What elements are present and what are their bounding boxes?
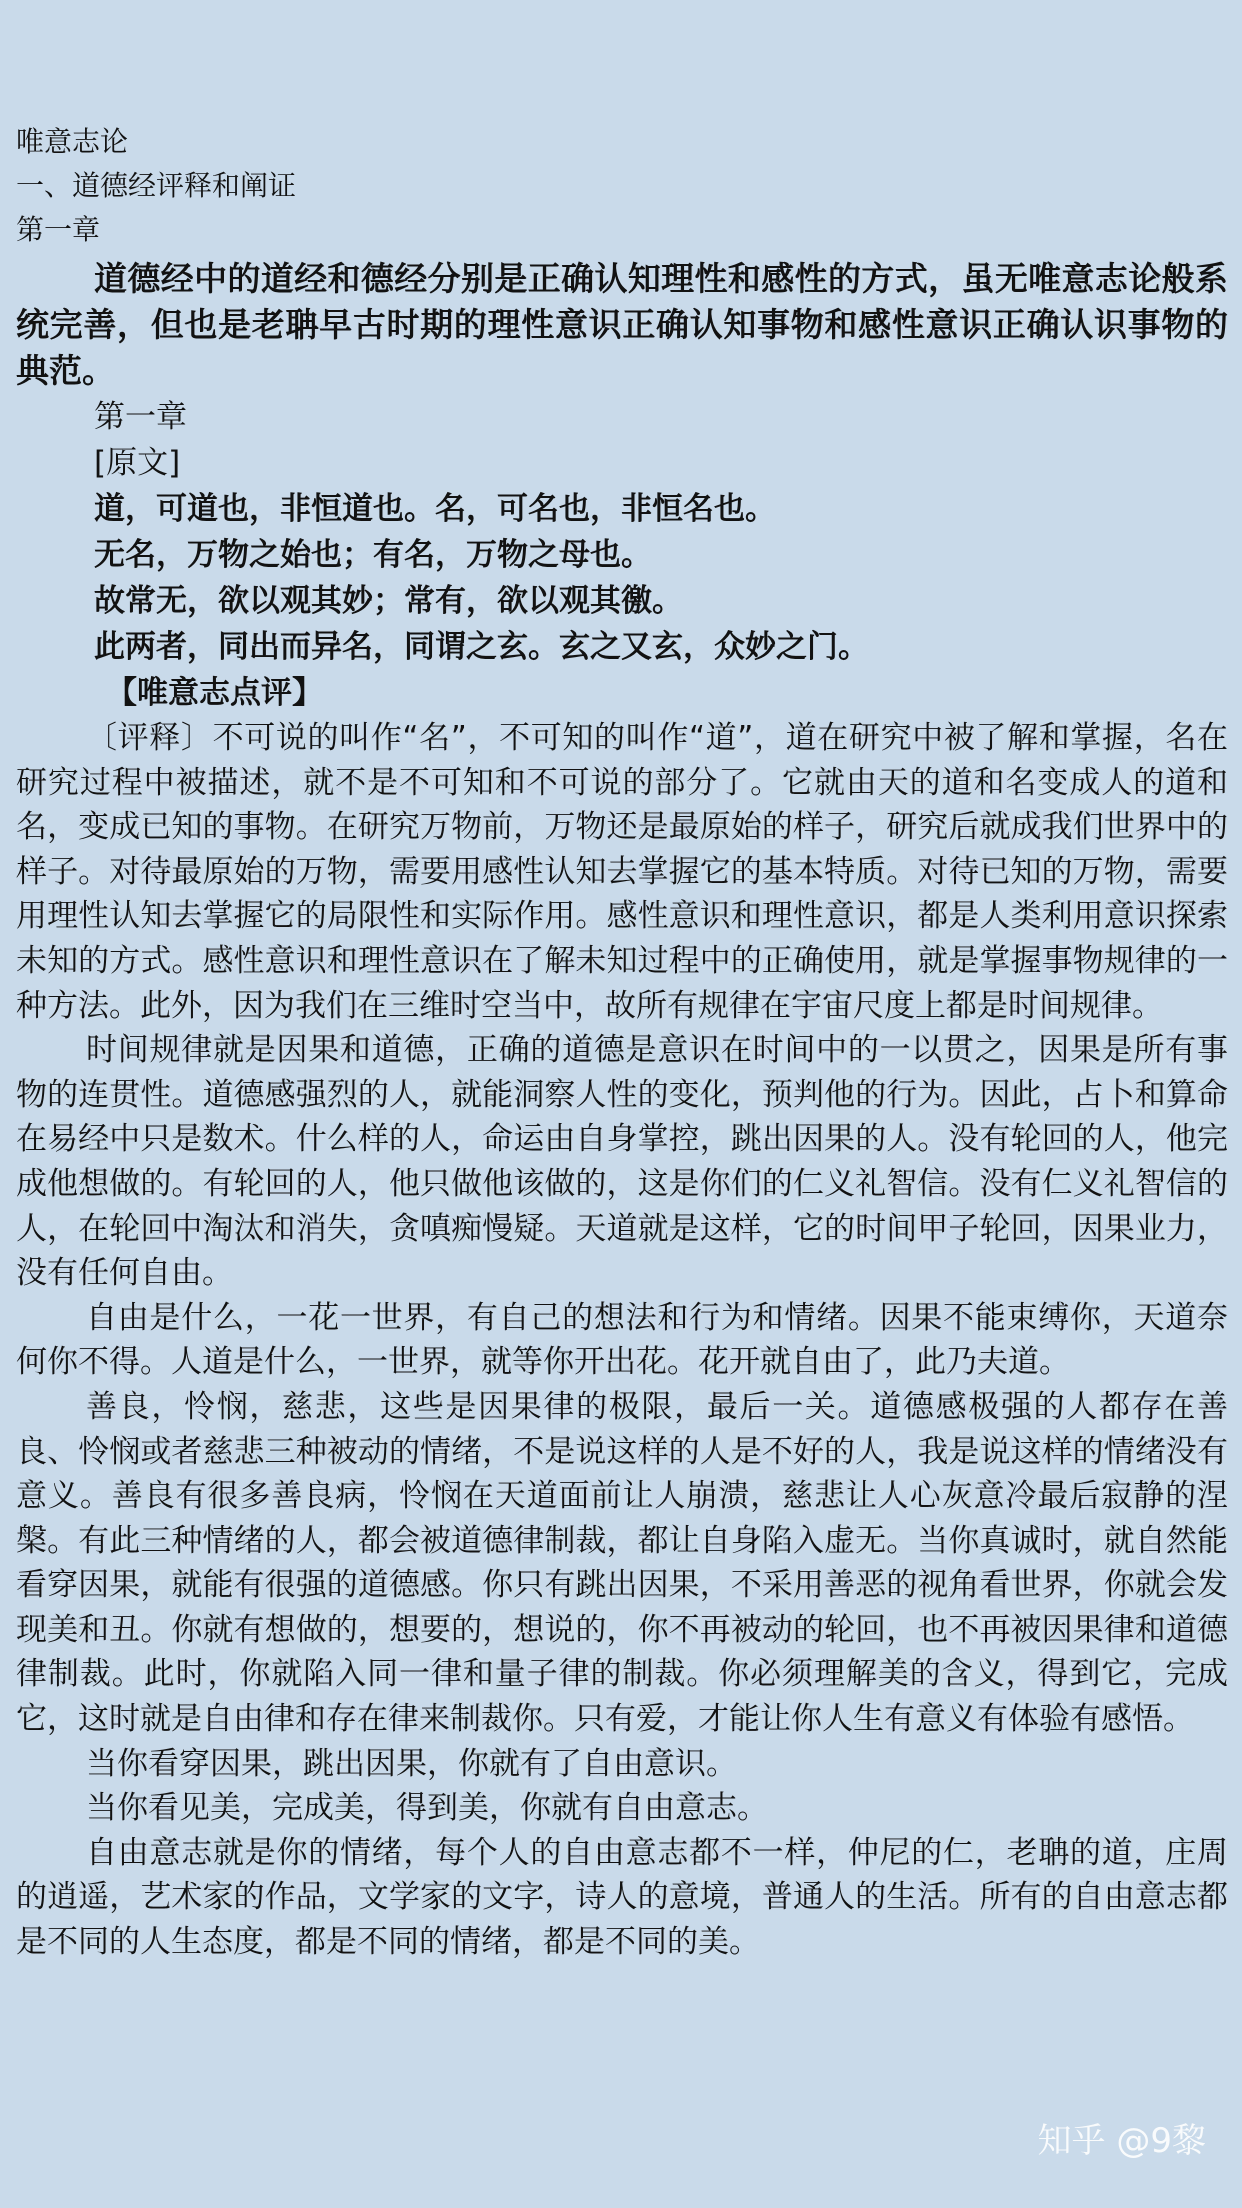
verse-line: 此两者，同出而异名，同谓之玄。玄之又玄，众妙之门。 — [94, 629, 869, 665]
commentary-paragraph: 当你看穿因果，跳出因果，你就有了自由意识。 — [86, 1745, 737, 1782]
commentary-paragraph: 当你看见美，完成美，得到美，你就有自由意志。 — [86, 1790, 768, 1827]
section-heading: 一、道德经评释和阐证 — [16, 169, 297, 202]
commentary-paragraph: 善良，怜悯，慈悲，这些是因果律的极限，最后一关。道德感极强的人都存在善良、怜悯或者慈悲三种被动的情绪，不是说这样的人是不好的人，我是说这样的情绪没有意义。善良有很多善良病，怜悯在天道面前让人崩溃，慈悲让人心灰意冷最后寂静的涅槃。有此三种情绪的人，都会被道德律制裁，都让自身陷入虚无。当你真诚时，就自然能看穿因果，就能有很强的道德感。你只有跳出因果，不采用善恶的视角看世界，你就会发现美和丑。你就有想做的，想要的，想说的，你不再被动的轮回，也不再被因果律和道德律制裁。此时，你就陷入同一律和量子律的制裁。你必须理解美的含义，得到它，完成它，这时就是自由律和存在律来制裁你。只有爱，才能让你人生有意义有体验有感悟。 — [16, 1388, 1228, 1738]
commentary-label: 【唯意志点评】 — [106, 675, 323, 711]
verse-line: 故常无，欲以观其妙；常有，欲以观其徼。 — [94, 583, 683, 619]
intro-paragraph: 道德经中的道经和德经分别是正确认知理性和感性的方式，虽无唯意志论般系统完善，但也是老聃早古时期的理性意识正确认知事物和感性意识正确认识事物的典范。 — [16, 259, 1228, 390]
chapter-heading: 第一章 — [16, 213, 101, 246]
chapter-label: 第一章 — [94, 399, 187, 435]
source-label: [原文] — [94, 445, 181, 481]
commentary-paragraph: 自由意志就是你的情绪，每个人的自由意志都不一样，仲尼的仁，老聃的道，庄周的逍遥，艺术家的作品，文学家的文字，诗人的意境，普通人的生活。所有的自由意志都是不同的人生态度，都是不同的情绪，都是不同的美。 — [16, 1834, 1228, 1961]
commentary-paragraph: 〔评释〕不可说的叫作“名”，不可知的叫作“道”，道在研究中被了解和掌握，名在研究过程中被描述，就不是不可知和不可说的部分了。它就由天的道和名变成人的道和名，变成已知的事物。在研究万物前，万物还是最原始的样子，研究后就成我们世界中的样子。对待最原始的万物，需要用感性认知去掌握它的基本特质。对待已知的万物，需要用理性认知去掌握它的局限性和实际作用。感性意识和理性意识，都是人类利用意识探索未知的方式。感性意识和理性意识在了解未知过程中的正确使用，就是掌握事物规律的一种方法。此外，因为我们在三维时空当中，故所有规律在宇宙尺度上都是时间规律。 — [16, 720, 1228, 1024]
verse-line: 道，可道也，非恒道也。名，可名也，非恒名也。 — [94, 491, 776, 527]
document-body — [16, 120, 1228, 1965]
verse-line: 无名，万物之始也；有名，万物之母也。 — [94, 537, 652, 573]
watermark-label: 知乎 @9黎 — [1037, 2121, 1206, 2161]
commentary-paragraph: 时间规律就是因果和道德，正确的道德是意识在时间中的一以贯之，因果是所有事物的连贯性。道德感强烈的人，就能洞察人性的变化，预判他的行为。因此，占卜和算命在易经中只是数术。什么样的人，命运由自身掌控，跳出因果的人。没有轮回的人，他完成他想做的。有轮回的人，他只做他该做的，这是你们的仁义礼智信。没有仁义礼智信的人，在轮回中淘汰和消失，贪嗔痴慢疑。天道就是这样，它的时间甲子轮回，因果业力，没有任何自由。 — [16, 1032, 1228, 1292]
commentary-paragraph: 自由是什么，一花一世界，有自己的想法和行为和情绪。因果不能束缚你，天道奈何你不得。人道是什么，一世界，就等你开出花。花开就自由了，此乃夫道。 — [16, 1299, 1228, 1381]
document-title: 唯意志论 — [16, 125, 129, 158]
